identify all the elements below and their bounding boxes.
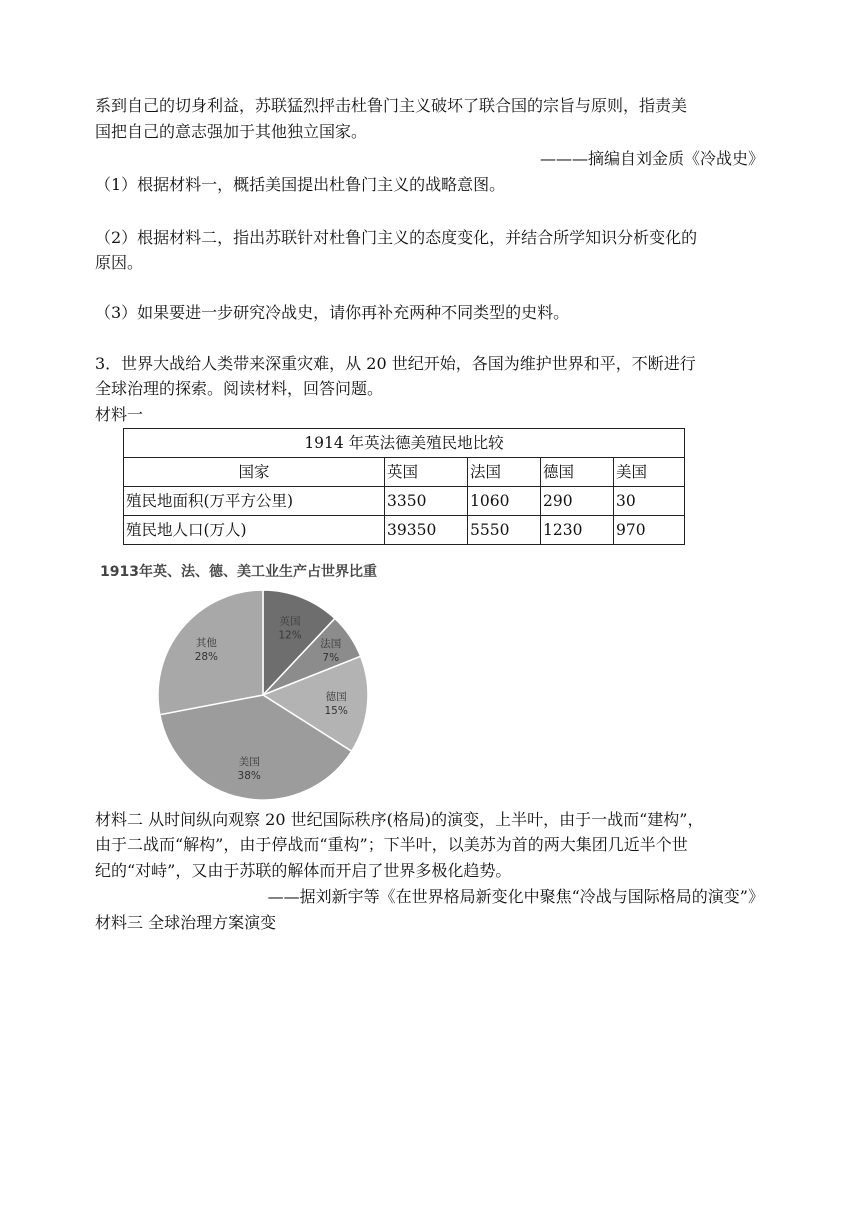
problem-3-line2: 全球治理的探索。阅读材料，回答问题。	[95, 379, 384, 398]
material-2-line3: 纪的“对峙”，又由于苏联的解体而开启了世界多极化趋势。	[95, 861, 512, 880]
table-cell: 39350	[385, 516, 468, 545]
table-cell: 1230	[541, 516, 614, 545]
pie-slice-value-label: 28%	[194, 651, 219, 664]
material-2-line1: 材料二 从时间纵向观察 20 世纪国际秩序(格局)的演变，上半叶，由于一战而“建构”，	[95, 810, 704, 829]
source-citation: ———摘编自刘金质《冷战史》	[539, 149, 764, 168]
pie-chart-title: 1913年英、法、德、美工业生产占世界比重	[100, 564, 377, 580]
pie-slice-value-label: 15%	[324, 704, 348, 717]
table-cell: 殖民地面积(万平方公里)	[124, 487, 385, 516]
pie-slice-label: 德国	[325, 690, 347, 703]
colony-table	[123, 428, 685, 545]
material-3-label: 材料三 全球治理方案演变	[95, 913, 277, 932]
table-cell: 290	[541, 487, 614, 516]
table-header-cell: 法国	[468, 458, 541, 487]
table-title: 1914 年英法德美殖民地比较	[124, 429, 685, 458]
table-header-cell: 美国	[614, 458, 685, 487]
source-citation-2: ——据刘新宇等《在世界格局新变化中聚焦“冷战与国际格局的演变”》	[267, 887, 764, 906]
table-cell: 5550	[468, 516, 541, 545]
table-cell: 970	[614, 516, 685, 545]
pie-slice-value-label: 38%	[237, 770, 261, 783]
table-row	[124, 516, 685, 545]
question-2-line2: 原因。	[95, 253, 144, 272]
table-cell: 殖民地人口(万人)	[124, 516, 385, 545]
table-header-cell: 德国	[541, 458, 614, 487]
table-header-row	[124, 458, 685, 487]
material-1-label: 材料一	[95, 405, 144, 424]
table-header-cell: 国家	[124, 458, 385, 487]
problem-3-line1: 3．世界大战给人类带来深重灾难，从 20 世纪开始，各国为维护世界和平，不断进行	[95, 354, 696, 373]
pie-slice-label: 英国	[279, 615, 301, 628]
text-line: 国把自己的意志强加于其他独立国家。	[95, 122, 368, 141]
question-3: （3）如果要进一步研究冷战史，请你再补充两种不同类型的史料。	[95, 303, 570, 322]
table-row	[124, 487, 685, 516]
pie-slice-label: 法国	[320, 637, 342, 650]
text-line: 系到自己的切身利益，苏联猛烈抨击杜鲁门主义破坏了联合国的宗旨与原则，指责美	[95, 96, 688, 115]
table-header-cell: 英国	[385, 458, 468, 487]
question-2-line1: （2）根据材料二，指出苏联针对杜鲁门主义的态度变化，并结合所学知识分析变化的	[95, 228, 698, 247]
question-1: （1）根据材料一，概括美国提出杜鲁门主义的战略意图。	[95, 175, 506, 194]
pie-slice-label: 美国	[238, 756, 260, 769]
pie-slice-label: 其他	[195, 637, 217, 650]
table-cell: 1060	[468, 487, 541, 516]
table-cell: 3350	[385, 487, 468, 516]
table-cell: 30	[614, 487, 685, 516]
material-2-line2: 由于二战而“解构”，由于停战而“重构”；下半叶，以美苏为首的两大集团几近半个世	[95, 835, 688, 854]
pie-slice-value-label: 12%	[278, 629, 302, 642]
pie-chart	[150, 584, 380, 804]
pie-slice-value-label: 7%	[322, 651, 340, 664]
